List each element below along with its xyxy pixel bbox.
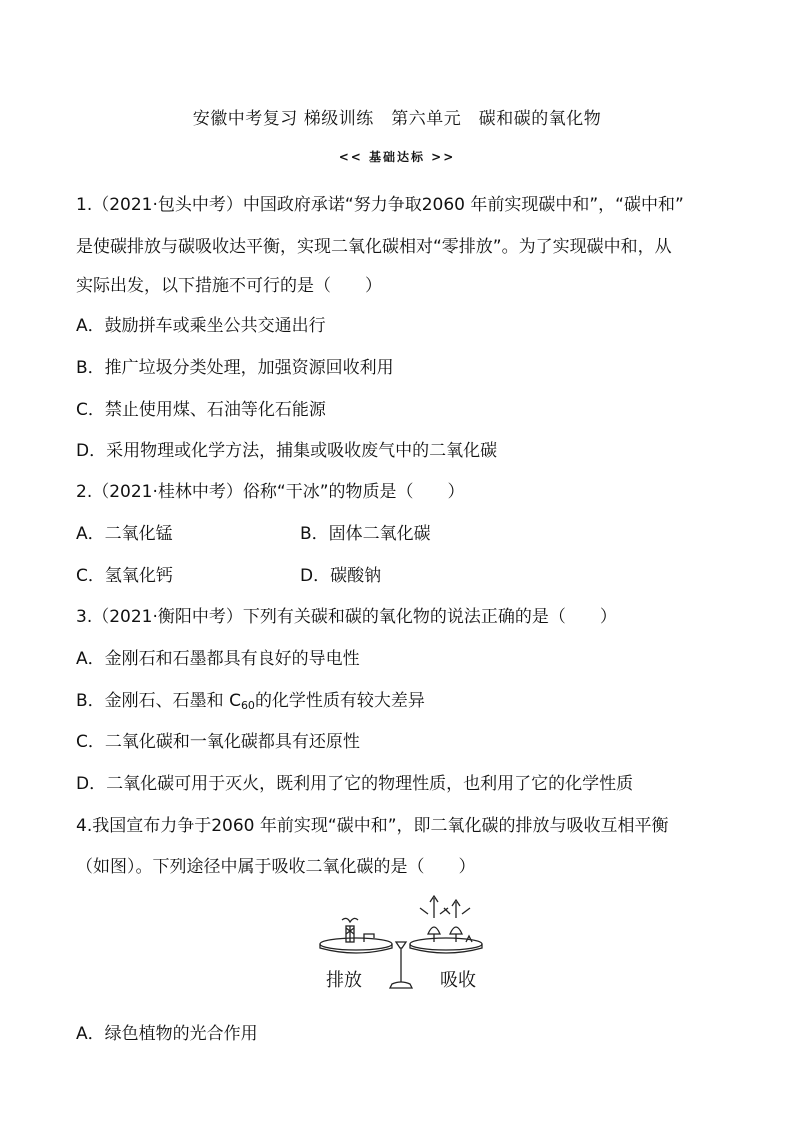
q1-option-c: C．禁止使用煤、石油等化石能源 [76, 400, 326, 420]
q1-stem-line3: 实际出发，以下措施不可行的是（ ） [76, 276, 382, 296]
q2-option-b: B．固体二氧化碳 [300, 524, 431, 544]
figure-label-absorption: 吸收 [440, 970, 476, 991]
q1-option-a: A．鼓励拼车或乘坐公共交通出行 [76, 316, 326, 336]
q4-stem-line2: （如图）。下列途径中属于吸收二氧化碳的是（ ） [76, 857, 476, 877]
q2-option-c: C．氢氧化钙 [76, 566, 173, 586]
q3-option-b-text-pre: B．金刚石、石墨和 C [76, 691, 241, 711]
q2-stem: 2.（2021·桂林中考）俗称“干冰”的物质是（ ） [76, 482, 465, 502]
q1-option-d: D．采用物理或化学方法，捕集或吸收废气中的二氧化碳 [76, 441, 498, 461]
q3-option-d: D．二氧化碳可用于灭火，既利用了它的物理性质，也利用了它的化学性质 [76, 774, 634, 794]
q2-option-d: D．碳酸钠 [300, 566, 382, 586]
q3-option-c: C．二氧化碳和一氧化碳都具有还原性 [76, 732, 360, 752]
q4-stem-line1: 4.我国宣布力争于2060 年前实现“碳中和”，即二氧化碳的排放与吸收互相平衡 [76, 816, 669, 836]
q2-option-a: A．二氧化锰 [76, 524, 173, 544]
q3-option-b-subscript: 60 [240, 699, 255, 712]
q1-stem-line1: 1.（2021·包头中考）中国政府承诺“努力争取2060 年前实现碳中和”，“碳中和” [76, 195, 684, 215]
q3-stem: 3.（2021·衡阳中考）下列有关碳和碳的氧化物的说法正确的是（ ） [76, 607, 617, 627]
q3-option-b-text-post: 的化学性质有较大差异 [254, 691, 425, 711]
q3-option-a: A．金刚石和石墨都具有良好的导电性 [76, 649, 360, 669]
q3-option-b [76, 690, 425, 717]
q1-stem-line2: 是使碳排放与碳吸收达平衡，实现二氧化碳相对“零排放”。为了实现碳中和，从 [76, 237, 672, 257]
q1-option-b: B．推广垃圾分类处理，加强资源回收利用 [76, 358, 394, 378]
figure-label-emission: 排放 [326, 970, 362, 991]
section-heading: << 基础达标 >> [338, 150, 456, 164]
page-title: 安徽中考复习 梯级训练 第六单元 碳和碳的氧化物 [192, 109, 602, 129]
q4-option-a: A．绿色植物的光合作用 [76, 1024, 258, 1044]
